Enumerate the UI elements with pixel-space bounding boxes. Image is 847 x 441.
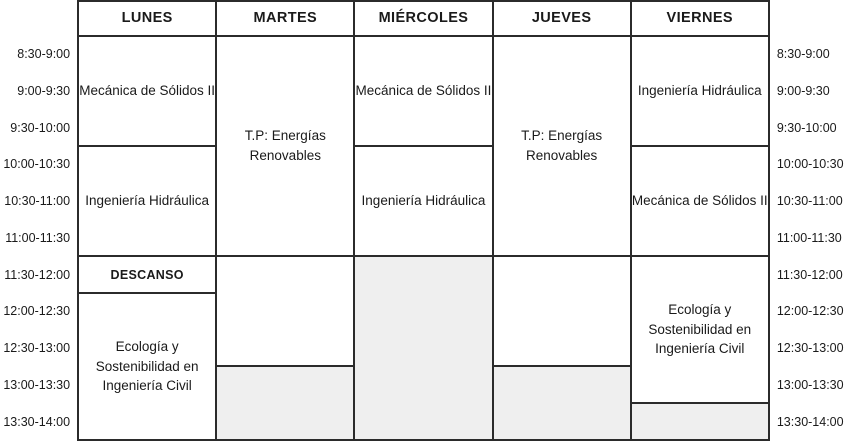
time-label-right-4: 10:00-10:30 — [776, 157, 844, 172]
time-label-left-3: 9:30-10:00 — [10, 120, 71, 135]
time-label-right-11: 13:30-14:00 — [776, 414, 844, 429]
class-miercoles-1: Mecánica de Sólidos II — [354, 36, 492, 146]
empty-jueves-grey — [493, 366, 631, 440]
empty-jueves-bottom-white — [493, 256, 631, 366]
time-label-right-2: 9:00-9:30 — [776, 83, 830, 98]
day-header-martes: MARTES — [216, 1, 354, 36]
class-viernes-3: Ecología y Sostenibilidad en Ingeniería Civil — [631, 256, 769, 403]
time-label-right-9: 12:30-13:00 — [776, 341, 844, 356]
time-label-left-4: 10:00-10:30 — [3, 157, 71, 172]
empty-martes-bottom-white — [216, 256, 354, 366]
time-label-right-6: 11:00-11:30 — [776, 230, 842, 245]
time-label-left-7: 11:30-12:00 — [4, 267, 71, 282]
day-header-miercoles: MIÉRCOLES — [354, 1, 492, 36]
time-label-left-9: 12:30-13:00 — [3, 341, 71, 356]
day-header-viernes: VIERNES — [631, 1, 769, 36]
class-lunes-3: Ecología y Sostenibilidad en Ingeniería Civil — [78, 293, 216, 440]
corner-cell-right — [769, 1, 847, 36]
time-label-left-2: 9:00-9:30 — [17, 83, 71, 98]
class-viernes-1: Ingeniería Hidráulica — [631, 36, 769, 146]
empty-martes-grey — [216, 366, 354, 440]
break-lunes: DESCANSO — [78, 256, 216, 293]
class-martes-1: T.P: Energías Renovables — [216, 36, 354, 257]
time-label-right-10: 13:00-13:30 — [776, 377, 844, 392]
header-row — [0, 1, 847, 36]
time-label-right-3: 9:30-10:00 — [776, 120, 837, 135]
day-header-jueves: JUEVES — [493, 1, 631, 36]
time-label-left-5: 10:30-11:00 — [4, 194, 71, 209]
corner-cell — [0, 1, 78, 36]
time-label-left-8: 12:00-12:30 — [3, 304, 71, 319]
empty-miercoles-bottom — [354, 256, 492, 440]
time-label-right-1: 8:30-9:00 — [776, 47, 830, 62]
class-jueves-1: T.P: Energías Renovables — [493, 36, 631, 257]
time-label-right-5: 10:30-11:00 — [776, 194, 843, 209]
slot-row — [0, 36, 847, 73]
time-label-right-8: 12:00-12:30 — [776, 304, 844, 319]
slot-row-break — [0, 256, 847, 293]
empty-viernes-grey — [631, 403, 769, 440]
time-label-left-10: 13:00-13:30 — [3, 377, 71, 392]
time-label-left-1: 8:30-9:00 — [17, 47, 71, 62]
time-label-left-6: 11:00-11:30 — [5, 230, 71, 245]
day-header-lunes: LUNES — [78, 1, 216, 36]
class-lunes-1: Mecánica de Sólidos II — [78, 36, 216, 146]
time-label-right-7: 11:30-12:00 — [776, 267, 843, 282]
slot-row — [0, 146, 847, 183]
class-viernes-2: Mecánica de Sólidos II — [631, 146, 769, 256]
time-label-left-11: 13:30-14:00 — [3, 414, 71, 429]
class-lunes-2: Ingeniería Hidráulica — [78, 146, 216, 256]
class-miercoles-2: Ingeniería Hidráulica — [354, 146, 492, 256]
